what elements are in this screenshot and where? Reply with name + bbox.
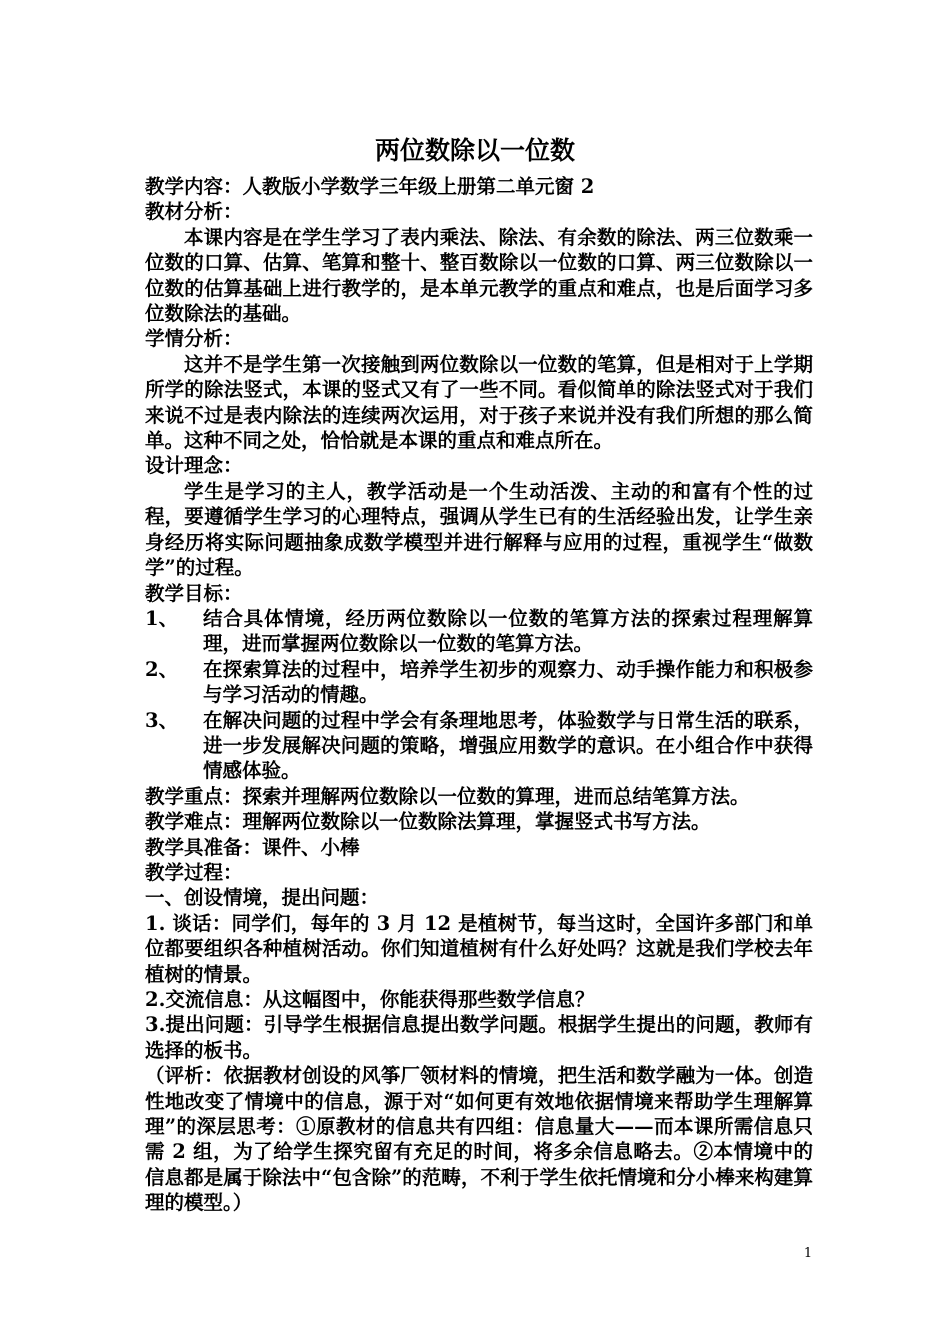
step-3-questions: 3.提出问题：引导学生根据信息提出数学问题。根据学生提出的问题，教师有选择的板书。 — [145, 1013, 813, 1062]
material-analysis-text: 本课内容是在学生学习了表内乘法、除法、有余数的除法、两三位数乘一位数的口算、估算、笔算和整十、整百数除以一位数的口算、两三位数除以一位数的估算基础上进行教学的，是本单元教学的重点和难点，也是后面学习多位数除法的基础。 — [145, 225, 813, 326]
goal-item-1 — [145, 606, 813, 657]
student-analysis-text: 这并不是学生第一次接触到两位数除以一位数的笔算，但是相对于上学期所学的除法竖式，本课的竖式又有了一些不同。看似简单的除法竖式对于我们来说不过是表内除法的连续两次运用，对于孩子来说并没有我们所想的那么简单。这种不同之处，恰恰就是本课的重点和难点所在。 — [145, 352, 813, 453]
material-analysis-heading: 教材分析： — [145, 200, 243, 224]
key-point: 教学重点：探索并理解两位数除以一位数的算理，进而总结笔算方法。 — [145, 784, 750, 808]
student-analysis-heading: 学情分析： — [145, 327, 243, 351]
step-2-share: 2.交流信息：从这幅图中，你能获得那些数学信息？ — [145, 988, 595, 1011]
difficulty: 教学难点：理解两位数除以一位数除法算理，掌握竖式书写方法。 — [145, 810, 711, 834]
goal-text: 在解决问题的过程中学会有条理地思考，体验数学与日常生活的联系，进一步发展解决问题的策略，增强应用数学的意识。在小组合作中获得情感体验。 — [203, 708, 813, 783]
goal-number: 3、 — [145, 708, 179, 732]
evaluation-comment: （评析：依据教材创设的风筝厂领材料的情境，把生活和数学融为一体。创造性地改变了情境中的信息，源于对“如何更有效地依据情境来帮助学生理解算理”的深层思考：①原教材的信息共有四组：信息量大——而本课所需信息只需 2 组，为了给学生探究留有充足的时间，将多余信息略去。②本情境中的信息都是属于除法中“包含除”的范畴，不利于学生依托情境和分小棒来构建算理的模型。） — [145, 1064, 813, 1215]
design-concept-heading: 设计理念： — [145, 454, 243, 478]
goal-number: 1、 — [145, 606, 179, 630]
goal-text: 结合具体情境，经历两位数除以一位数的笔算方法的探索过程理解算理，进而掌握两位数除以一位数的笔算方法。 — [203, 606, 813, 656]
goal-item-2 — [145, 657, 813, 708]
page-number: 1 — [803, 1246, 813, 1261]
section-1-heading: 一、创设情境，提出问题： — [145, 886, 380, 910]
teaching-tools: 教学具准备：课件、小棒 — [145, 835, 360, 859]
teaching-process-heading: 教学过程： — [145, 860, 243, 884]
document-body — [145, 174, 813, 1216]
page-title: 两位数除以一位数 — [374, 136, 575, 165]
design-concept-text: 学生是学习的主人，教学活动是一个生动活泼、主动的和富有个性的过程，要遵循学生学习的心理特点，强调从学生已有的生活经验出发，让学生亲身经历将实际问题抽象成数学模型并进行解释与应用的过程，重视学生“做数学”的过程。 — [145, 479, 813, 580]
goal-number: 2、 — [145, 657, 179, 681]
step-1-talk: 1. 谈话：同学们，每年的 3 月 12 是植树节，每当这时，全国许多部门和单位都要组织各种植树活动。你们知道植树有什么好处吗？这就是我们学校去年植树的情景。 — [145, 911, 813, 986]
goal-item-3 — [145, 708, 813, 784]
teaching-goals-heading: 教学目标： — [145, 581, 243, 605]
goal-text: 在探索算法的过程中，培养学生初步的观察力、动手操作能力和积极参与学习活动的情趣。 — [203, 657, 813, 707]
teaching-content: 教学内容：人教版小学数学三年级上册第二单元窗 2 — [145, 175, 595, 198]
